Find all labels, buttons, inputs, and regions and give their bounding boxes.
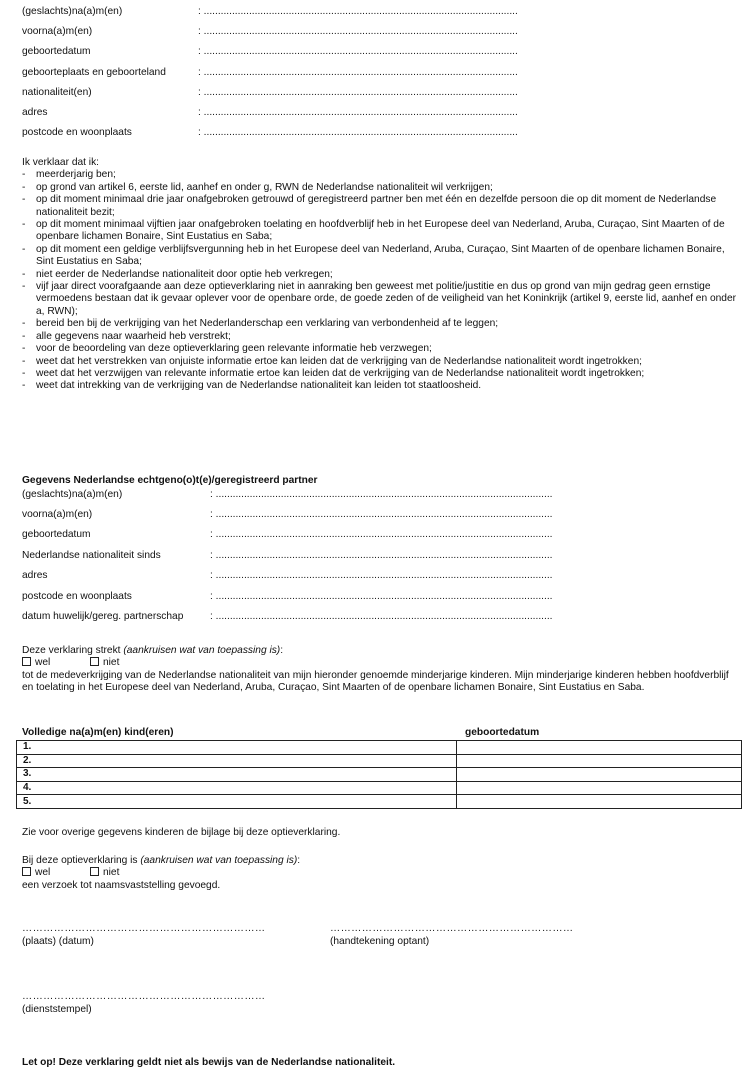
- applicant-birthdate-field[interactable]: : ...............................................................................................................: [198, 46, 518, 57]
- place-date-label: (plaats) (datum): [22, 936, 94, 947]
- declaration-item: - op dit moment minimaal vijftien jaar onafgebroken toelating en hoofdverblijf heb in het Europese deel van Nederland, Aruba, Curaçao, Sint Maarten of de openbare lichamen Bonaire, Sint Eustatius en Saba;: [22, 219, 742, 244]
- children-date-header: geboortedatum: [465, 727, 540, 738]
- declaration-item: - niet eerder de Nederlandse nationaliteit door optie heb verkregen;: [22, 269, 742, 281]
- partner-surname-field[interactable]: : .......................................................................................................................: [210, 489, 553, 500]
- applicant-nationality-field[interactable]: : ...............................................................................................................: [198, 87, 518, 98]
- partner-heading: Gegevens Nederlandse echtgeno(o)t(e)/geregistreerd partner: [22, 475, 318, 486]
- table-row: [17, 781, 742, 795]
- signature-label: (handtekening optant): [330, 936, 430, 947]
- declaration-item: - voor de beoordeling van deze optieverklaring geen relevante informatie heb verzwegen;: [22, 343, 742, 355]
- partner-firstname-field[interactable]: : .......................................................................................................................: [210, 509, 553, 520]
- extension-section: [22, 645, 742, 695]
- name-request-no-label: niet: [102, 867, 120, 879]
- declaration-item: - op dit moment een geldige verblijfsvergunning heb in het Europese deel van Nederland, Aruba, Curaçao, Sint Maarten of de openbare lichamen Bonaire, Sint Eustatius en Saba;: [22, 244, 742, 269]
- applicant-surname-label: (geslachts)na(a)m(en): [22, 6, 123, 17]
- applicant-firstname-label: voorna(a)m(en): [22, 26, 93, 37]
- declaration-item: - op grond van artikel 6, eerste lid, aanhef en onder g, RWN de Nederlandse nationaliteit wil verkrijgen;: [22, 182, 742, 194]
- warning-text: Let op! Deze verklaring geldt niet als bewijs van de Nederlandse nationaliteit.: [22, 1057, 396, 1068]
- name-request-yes-label: wel: [35, 867, 51, 879]
- table-row: [17, 741, 742, 755]
- declaration-item: - vijf jaar direct voorafgaande aan deze optieverklaring niet in aanraking ben geweest met politie/justitie en dus op grond van mijn gedrag geen ernstige vermoedens bestaan dat ik gevaar oplever voor de openbare orde, de goede zeden of de veiligheid van het Koninkrijk (artikel 9, eerste lid, aanhef en onder a, RWN);: [22, 281, 742, 318]
- name-request-lead-end: :: [297, 855, 301, 866]
- children-name-header: Volledige na(a)m(en) kind(eren): [22, 727, 174, 738]
- name-request-text: een verzoek tot naamsvaststelling gevoegd.: [22, 879, 221, 891]
- declaration-section: [22, 157, 742, 393]
- place-date-line[interactable]: ……………………………………………………………: [22, 923, 266, 934]
- name-request-lead: [22, 855, 742, 867]
- child-date-cell[interactable]: [457, 754, 742, 768]
- name-request-section: [22, 855, 742, 892]
- checkbox-icon[interactable]: [22, 657, 31, 666]
- partner-surname-label: (geslachts)na(a)m(en): [22, 489, 123, 500]
- name-request-yes-option[interactable]: [22, 867, 50, 878]
- declaration-item: - weet dat het verstrekken van onjuiste informatie ertoe kan leiden dat de verkrijging van de Nederlandse nationaliteit wordt ingetrokken;: [22, 356, 742, 368]
- declaration-item: - alle gegevens naar waarheid heb verstrekt;: [22, 331, 742, 343]
- applicant-firstname-field[interactable]: : ...............................................................................................................: [198, 26, 518, 37]
- applicant-address-field[interactable]: : ...............................................................................................................: [198, 107, 518, 118]
- declaration-item: - meerderjarig ben;: [22, 169, 742, 181]
- checkbox-icon[interactable]: [22, 867, 31, 876]
- child-date-cell[interactable]: [457, 768, 742, 782]
- child-name-cell[interactable]: 4.: [17, 781, 457, 795]
- child-name-cell[interactable]: 2.: [17, 754, 457, 768]
- partner-address-field[interactable]: : .......................................................................................................................: [210, 570, 553, 581]
- declaration-item: - bereid ben bij de verkrijging van het Nederlanderschap een verklaring van verbondenheid af te leggen;: [22, 318, 742, 330]
- children-table: [16, 740, 742, 809]
- stamp-label: (dienststempel): [22, 1004, 92, 1015]
- extension-options: [22, 657, 742, 669]
- applicant-postcode-field[interactable]: : ...............................................................................................................: [198, 127, 518, 138]
- table-row: [17, 768, 742, 782]
- checkbox-icon[interactable]: [90, 657, 99, 666]
- partner-birthdate-label: geboortedatum: [22, 529, 91, 540]
- child-date-cell[interactable]: [457, 741, 742, 755]
- name-request-lead-text: Bij deze optieverklaring is: [22, 855, 141, 866]
- extension-lead: [22, 645, 742, 657]
- partner-birthdate-field[interactable]: : .......................................................................................................................: [210, 529, 553, 540]
- declaration-item: - weet dat intrekking van de verkrijging van de Nederlandse nationaliteit kan leiden tot staatloosheid.: [22, 380, 742, 392]
- child-date-cell[interactable]: [457, 781, 742, 795]
- partner-firstname-label: voorna(a)m(en): [22, 509, 93, 520]
- applicant-birthplace-field[interactable]: : ...............................................................................................................: [198, 67, 518, 78]
- applicant-address-label: adres: [22, 107, 48, 118]
- signature-line[interactable]: ……………………………………………………………: [330, 923, 574, 934]
- extension-lead-hint: (aankruisen wat van toepassing is): [123, 645, 281, 656]
- annex-note: Zie voor overige gegevens kinderen de bijlage bij deze optieverklaring.: [22, 827, 341, 838]
- declaration-intro: Ik verklaar dat ik:: [22, 157, 99, 168]
- extension-lead-text: Deze verklaring strekt: [22, 645, 124, 656]
- child-name-cell[interactable]: 3.: [17, 768, 457, 782]
- extension-no-option[interactable]: [90, 657, 119, 668]
- applicant-postcode-label: postcode en woonplaats: [22, 127, 132, 138]
- applicant-nationality-label: nationaliteit(en): [22, 87, 92, 98]
- partner-postcode-label: postcode en woonplaats: [22, 591, 132, 602]
- partner-nationality-since-field[interactable]: : .......................................................................................................................: [210, 550, 553, 561]
- name-request-lead-hint: (aankruisen wat van toepassing is): [140, 855, 298, 866]
- declaration-item: - op dit moment minimaal drie jaar onafgebroken getrouwd of geregistreerd partner ben met één en dezelfde persoon die op dit moment de Nederlandse nationaliteit bezit;: [22, 194, 742, 219]
- name-request-no-option[interactable]: [90, 867, 119, 878]
- partner-address-label: adres: [22, 570, 48, 581]
- table-row: [17, 754, 742, 768]
- extension-yes-option[interactable]: [22, 657, 50, 668]
- declaration-item: - weet dat het verzwijgen van relevante informatie ertoe kan leiden dat de verkrijging van de Nederlandse nationaliteit wordt ingetrokken;: [22, 368, 742, 380]
- name-request-options: [22, 867, 742, 879]
- checkbox-icon[interactable]: [90, 867, 99, 876]
- applicant-birthdate-label: geboortedatum: [22, 46, 91, 57]
- table-row: [17, 795, 742, 809]
- child-name-cell[interactable]: 1.: [17, 741, 457, 755]
- extension-yes-label: wel: [35, 657, 51, 669]
- partner-nationality-since-label: Nederlandse nationaliteit sinds: [22, 550, 161, 561]
- extension-lead-end: :: [280, 645, 284, 656]
- extension-text: tot de medeverkrijging van de Nederlandse nationaliteit van mijn hieronder genoemde minderjarige kinderen. Mijn minderjarige kinderen hebben hoofdverblijf en toelating in het Europese deel van Nederland, Aruba, Curaçao, Sint Maarten of de openbare lichamen Bonaire, Sint Eustatius en Saba.: [22, 669, 729, 694]
- partner-marriage-date-field[interactable]: : .......................................................................................................................: [210, 611, 553, 622]
- applicant-birthplace-label: geboorteplaats en geboorteland: [22, 67, 166, 78]
- child-name-cell[interactable]: 5.: [17, 795, 457, 809]
- partner-postcode-field[interactable]: : .......................................................................................................................: [210, 591, 553, 602]
- stamp-line[interactable]: ……………………………………………………………: [22, 991, 266, 1002]
- applicant-surname-field[interactable]: : ...............................................................................................................: [198, 6, 518, 17]
- partner-marriage-date-label: datum huwelijk/gereg. partnerschap: [22, 611, 184, 622]
- child-date-cell[interactable]: [457, 795, 742, 809]
- extension-no-label: niet: [102, 657, 120, 669]
